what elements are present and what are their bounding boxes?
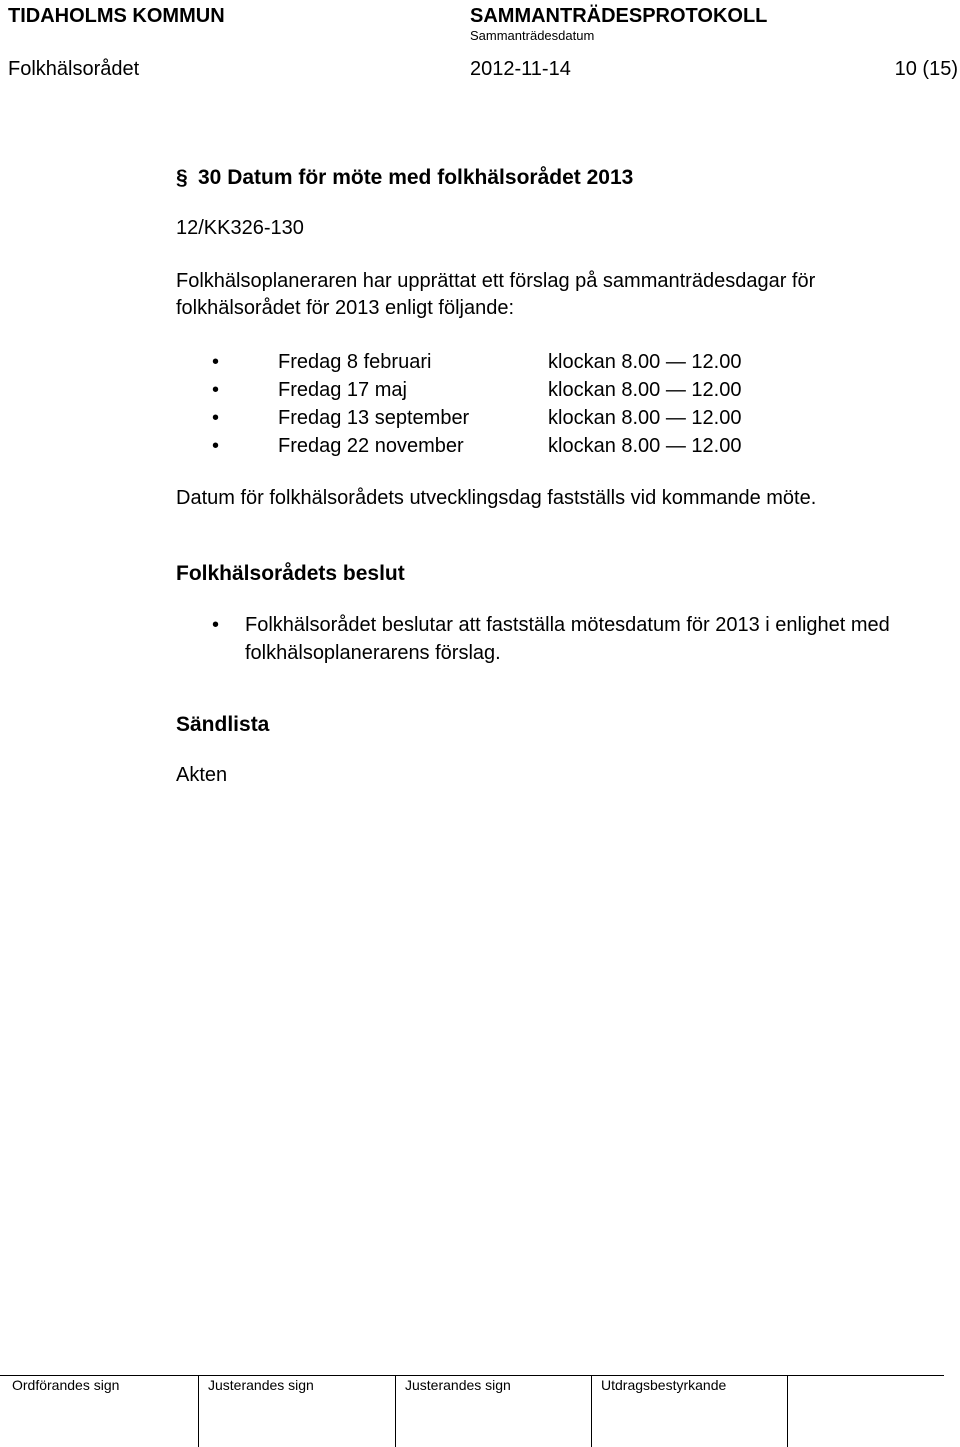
distribution-heading: Sändlista [176,713,270,736]
intro-paragraph: Folkhälsoplaneraren har upprättat ett förslag på sammanträdesdagar för folkhälsorådet för 2013 enligt följande: [176,270,816,319]
section-symbol: § [176,166,188,189]
signature-label-adjuster-2: Justerandes sign [405,1377,511,1393]
footer-divider [591,1375,592,1447]
meeting-day: Fredag 22 november [278,435,464,457]
distribution-item: Akten [176,764,228,786]
signature-label-adjuster-1: Justerandes sign [208,1377,314,1393]
meeting-time: klockan 8.00 — 12.00 [548,351,742,373]
meeting-day: Fredag 17 maj [278,379,407,401]
section-heading [176,164,633,192]
meeting-date: 2012-11-14 [470,58,571,80]
meeting-time: klockan 8.00 — 12.00 [548,379,742,401]
committee-name: Folkhälsorådet [8,58,140,80]
footer-divider [0,1375,944,1376]
development-day-note: Datum för folkhälsorådets utvecklingsdag fastställs vid kommande möte. [176,487,817,509]
footer-divider [198,1375,199,1447]
footer-divider [787,1375,788,1447]
footer-divider [395,1375,396,1447]
organization-name: TIDAHOLMS KOMMUN [8,5,225,27]
meeting-time: klockan 8.00 — 12.00 [548,407,742,429]
decision-heading: Folkhälsorådets beslut [176,562,405,585]
date-label: Sammanträdesdatum [470,28,595,43]
document-type: SAMMANTRÄDESPROTOKOLL [470,5,768,27]
bullet-icon: • [212,379,220,401]
meeting-day: Fredag 13 september [278,407,470,429]
bullet-icon: • [212,614,220,636]
decision-text: Folkhälsorådet beslutar att fastställa mötesdatum för 2013 i enlighet med folkhälsoplanerarens förslag. [245,614,890,664]
meeting-day: Fredag 8 februari [278,351,432,373]
section-title: 30 Datum för möte med folkhälsorådet 2013 [198,166,634,189]
signature-label-certification: Utdragsbestyrkande [601,1377,727,1393]
bullet-icon: • [212,407,220,429]
bullet-icon: • [212,435,220,457]
bullet-icon: • [212,351,220,373]
signature-label-chair: Ordförandes sign [12,1377,120,1393]
case-number: 12/KK326-130 [176,217,304,239]
page-number: 10 (15) [894,58,958,80]
meeting-time: klockan 8.00 — 12.00 [548,435,742,457]
